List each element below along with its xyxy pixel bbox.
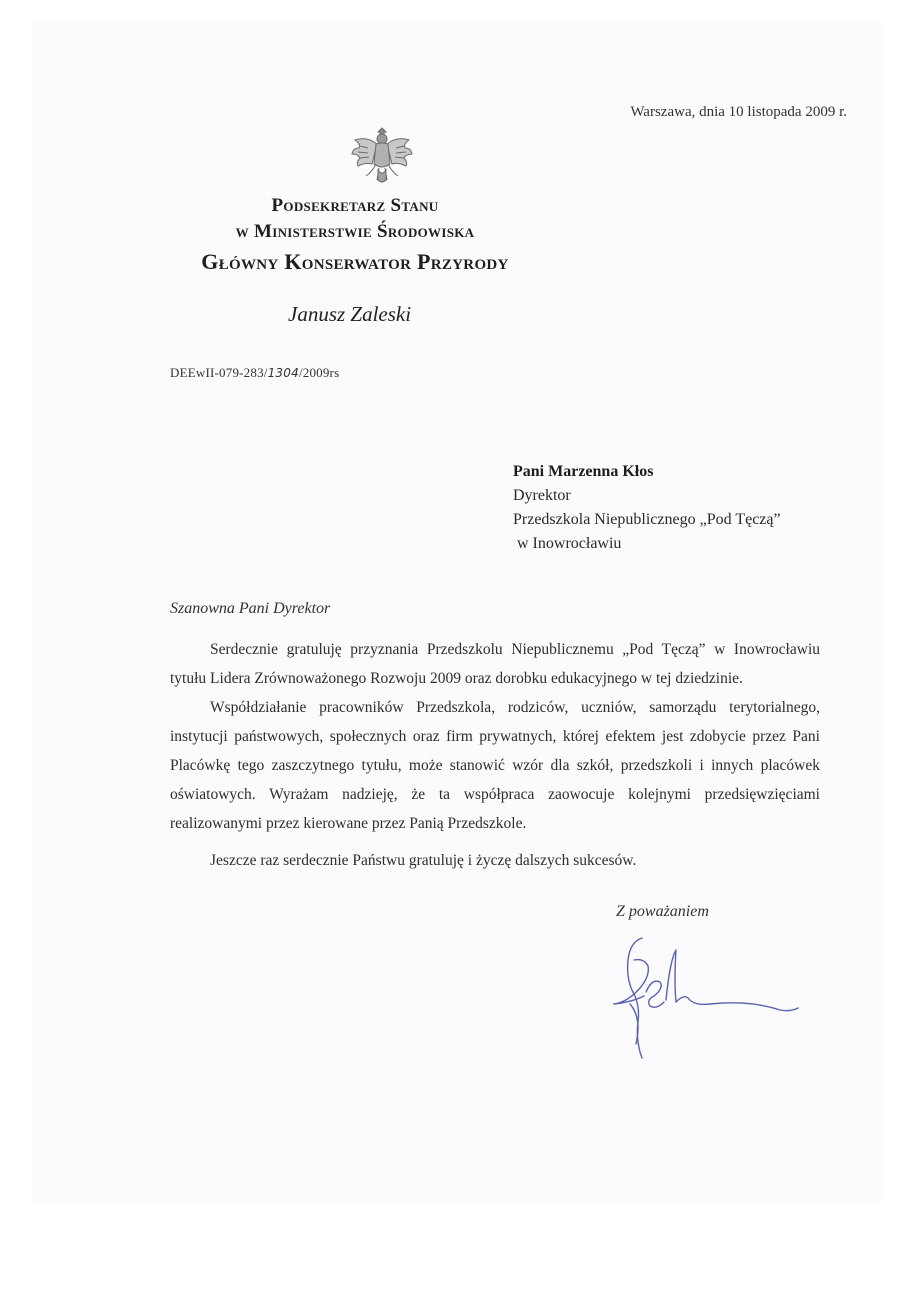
sender-title-block <box>140 192 570 280</box>
addressee-city: w Inowrocławiu <box>517 535 622 552</box>
reference-prefix: DEEwII-079-283/ <box>170 365 268 380</box>
author-name: Janusz Zaleski <box>288 302 412 326</box>
polish-eagle-emblem-icon <box>350 124 414 186</box>
addressee-block <box>513 460 781 556</box>
body-paragraph-3: Jeszcze raz serdecznie Państwu gratuluję i życzę dalszych sukcesów. <box>210 852 637 869</box>
reference-number <box>170 365 339 381</box>
addressee-position: Dyrektor <box>513 487 571 504</box>
reference-handwritten-number: 1304 <box>267 366 299 380</box>
letter-body <box>170 635 820 875</box>
closing-phrase: Z poważaniem <box>616 903 709 920</box>
dateline: Warszawa, dnia 10 listopada 2009 r. <box>630 104 847 120</box>
handwritten-signature-icon <box>600 930 810 1070</box>
letter-page <box>32 22 883 1202</box>
addressee-institution: Przedszkola Niepublicznego „Pod Tęczą” <box>513 511 781 528</box>
addressee-name: Pani Marzenna Kłos <box>513 463 654 480</box>
sender-title-line-1: Podsekretarz Stanu <box>271 195 439 216</box>
sender-title-line-3: Główny Konserwator Przyrody <box>201 249 509 274</box>
body-paragraph-2: Współdziałanie pracowników Przedszkola, rodziców, uczniów, samorządu terytorialnego, instytucji państwowych, społecznych oraz firm prywatnych, której efektem jest zdobycie przez Pani Placówkę tego zaszczytnego tytułu, może stanowić wzór dla szkół, przedszkoli i innych placówek oświatowych. Wyrażam nadzieję, że ta współpraca zaowocuje kolejnymi przedsięwzięciami realizowanymi przez kierowane przez Panią Przedszkole. <box>170 699 820 832</box>
salutation: Szanowna Pani Dyrektor <box>170 600 331 617</box>
reference-suffix: /2009rs <box>298 365 340 380</box>
sender-title-line-2: w Ministerstwie Środowiska <box>235 221 475 242</box>
body-paragraph-1: Serdecznie gratuluję przyznania Przedszkolu Niepublicznemu „Pod Tęczą” w Inowrocławiu tytułu Lidera Zrównoważonego Rozwoju 2009 oraz dorobku edukacyjnego w tej dziedzinie. <box>170 641 820 687</box>
